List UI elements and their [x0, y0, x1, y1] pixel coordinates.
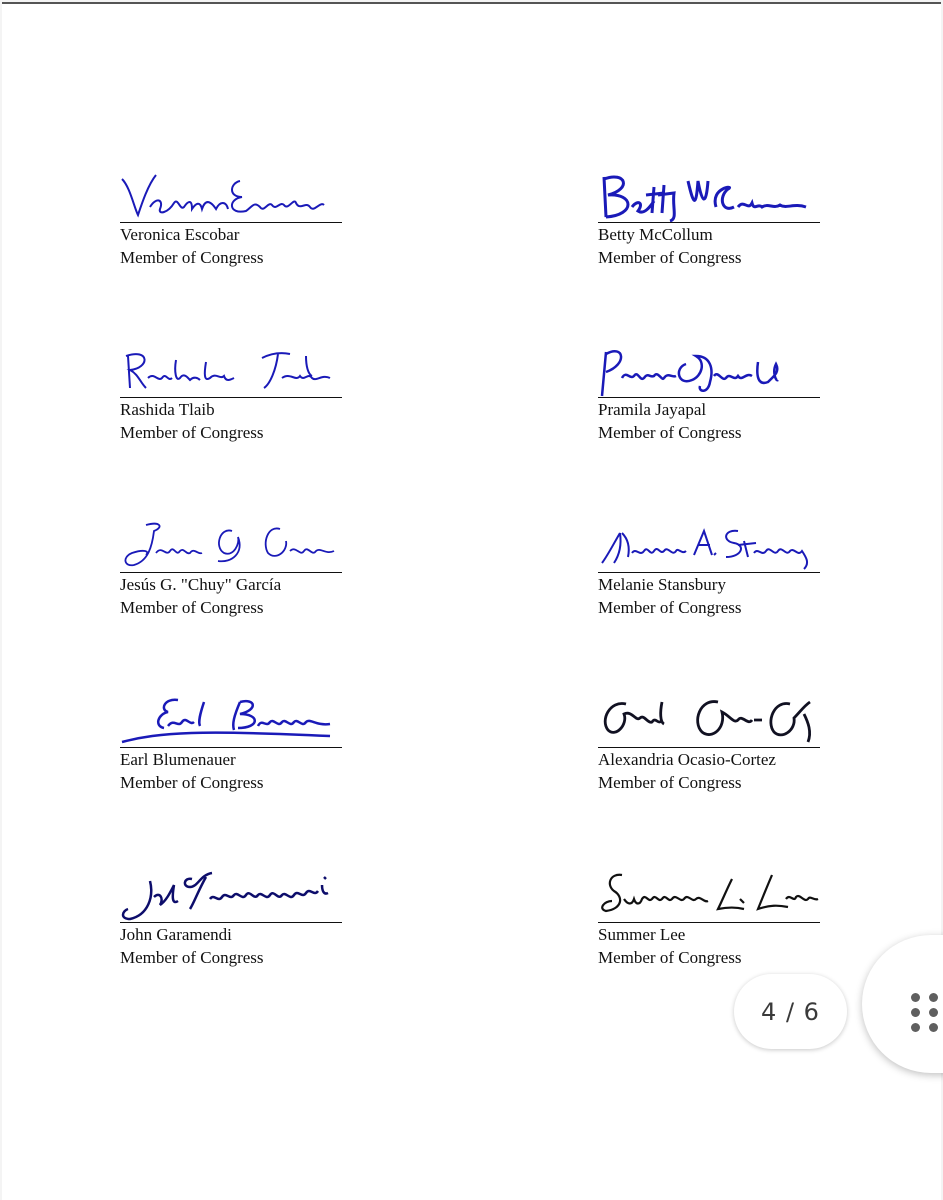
signature-line — [120, 397, 342, 398]
signature-line — [598, 747, 820, 748]
signature-line — [598, 572, 820, 573]
signature-line — [120, 747, 342, 748]
handwritten-signature — [598, 692, 820, 747]
signer-name: Alexandria Ocasio-Cortez — [598, 750, 776, 769]
handwritten-signature — [598, 342, 820, 397]
signature-line — [120, 572, 342, 573]
handwritten-signature — [598, 517, 820, 572]
signer-title: Member of Congress — [598, 598, 742, 617]
signer-title: Member of Congress — [598, 423, 742, 442]
signer-name: Melanie Stansbury — [598, 575, 726, 594]
signer-name: Veronica Escobar — [120, 225, 240, 244]
drag-handle-dots-icon — [911, 993, 939, 1033]
handwritten-signature — [598, 167, 820, 222]
signer-name: Earl Blumenauer — [120, 750, 236, 769]
signature-line — [120, 222, 342, 223]
signer-name: Jesús G. "Chuy" García — [120, 575, 282, 594]
signer-title: Member of Congress — [120, 248, 264, 267]
page-indicator: 4 / 6 — [734, 974, 847, 1049]
signer-title: Member of Congress — [120, 948, 264, 967]
signer-name: Betty McCollum — [598, 225, 713, 244]
handwritten-signature — [120, 342, 342, 397]
handwritten-signature — [120, 167, 342, 222]
signer-title: Member of Congress — [120, 598, 264, 617]
handwritten-signature — [120, 692, 342, 747]
signature-line — [598, 397, 820, 398]
signer-title: Member of Congress — [598, 773, 742, 792]
handwritten-signature — [120, 867, 342, 922]
signer-title: Member of Congress — [598, 948, 742, 967]
signer-name: Pramila Jayapal — [598, 400, 707, 419]
signer-name: Summer Lee — [598, 925, 686, 944]
handwritten-signature — [598, 867, 820, 922]
signature-line — [598, 922, 820, 923]
signer-name: Rashida Tlaib — [120, 400, 215, 419]
handwritten-signature — [120, 517, 342, 572]
signer-title: Member of Congress — [120, 423, 264, 442]
signature-line — [598, 222, 820, 223]
signer-title: Member of Congress — [120, 773, 264, 792]
signer-title: Member of Congress — [598, 248, 742, 267]
signer-name: John Garamendi — [120, 925, 232, 944]
signature-line — [120, 922, 342, 923]
